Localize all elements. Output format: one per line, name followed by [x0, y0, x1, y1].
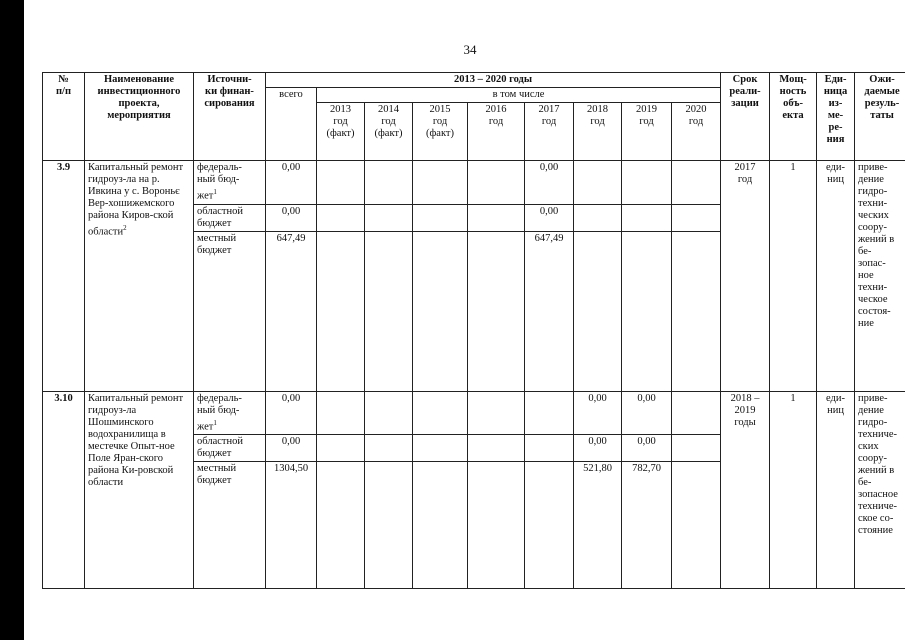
amount-2016 [468, 435, 525, 462]
amount-2015 [413, 391, 468, 435]
amount-2014 [365, 435, 413, 462]
amount-2020 [672, 231, 721, 391]
amount-2020 [672, 391, 721, 435]
amount-2016 [468, 231, 525, 391]
amount-2018: 0,00 [574, 391, 622, 435]
amount-2017: 0,00 [525, 161, 574, 205]
amount-2013 [317, 391, 365, 435]
amount-total: 0,00 [266, 161, 317, 205]
project-capacity: 1 [770, 161, 817, 392]
project-term: 2018 – 2019 годы [721, 391, 770, 589]
amount-2014 [365, 462, 413, 589]
amount-2013 [317, 204, 365, 231]
header-year-2014: 2014 год (факт) [365, 103, 413, 161]
header-including: в том числе [317, 88, 721, 103]
header-total: всего [266, 88, 317, 161]
table-body [43, 73, 905, 589]
header-name: Наименование инвестиционного проекта, мероприятия [85, 73, 194, 161]
amount-2019 [622, 161, 672, 205]
header-year-2018: 2018 год [574, 103, 622, 161]
funding-source: федераль- ный бюд- жет$^1$ [194, 161, 266, 205]
amount-2016 [468, 391, 525, 435]
header-num: № п/п [43, 73, 85, 161]
amount-2018 [574, 231, 622, 391]
header-year-2019: 2019 год [622, 103, 672, 161]
amount-2016 [468, 204, 525, 231]
amount-2019: 0,00 [622, 435, 672, 462]
amount-2013 [317, 231, 365, 391]
amount-2013 [317, 161, 365, 205]
footnote-mark: 1 [213, 418, 217, 427]
amount-2014 [365, 391, 413, 435]
funding-source: областной бюджет [194, 204, 266, 231]
scan-left-border [0, 0, 24, 640]
project-unit: еди- ниц [817, 161, 855, 392]
amount-2020 [672, 435, 721, 462]
amount-total: 0,00 [266, 391, 317, 435]
header-result: Ожи- даемые резуль- таты [855, 73, 905, 161]
amount-2019 [622, 204, 672, 231]
amount-2018: 521,80 [574, 462, 622, 589]
project-name: Капитальный ремонт гидроуз-ла Шошминского водохранилища в местечке Опыт-ное Поле Яран-ского района Ки-ровской области [85, 391, 194, 589]
amount-2019 [622, 231, 672, 391]
amount-2020 [672, 462, 721, 589]
header-source: Источни- ки финан- сирования [194, 73, 266, 161]
amount-2020 [672, 161, 721, 205]
project-result: приве- дение гидро- техни- ческих соору- жений в бе- зопас- ное техни- ческое состоя- ние [855, 161, 905, 392]
page-number: 34 [463, 42, 477, 57]
amount-2016 [468, 161, 525, 205]
amount-2014 [365, 204, 413, 231]
header-year-2016: 2016 год [468, 103, 525, 161]
amount-2015 [413, 204, 468, 231]
amount-2013 [317, 462, 365, 589]
amount-2015 [413, 462, 468, 589]
funding-source: местный бюджет [194, 462, 266, 589]
project-num: 3.10 [43, 391, 85, 589]
funding-source: местный бюджет [194, 231, 266, 391]
amount-2013 [317, 435, 365, 462]
project-name: Капитальный ремонт гидроуз-ла на р. Ивкина у с. Вороньє Вер-хошижемского района Киров-ской области$^2$ [85, 161, 194, 392]
project-term: 2017 год [721, 161, 770, 392]
investment-projects-table [42, 72, 905, 589]
amount-2015 [413, 231, 468, 391]
project-capacity: 1 [770, 391, 817, 589]
amount-2019: 0,00 [622, 391, 672, 435]
amount-2017: 647,49 [525, 231, 574, 391]
header-unit: Еди- ница из- ме- ре- ния [817, 73, 855, 161]
amount-2015 [413, 435, 468, 462]
funding-source: федераль- ный бюд- жет$^1$ [194, 391, 266, 435]
header-year-2015: 2015 год (факт) [413, 103, 468, 161]
amount-2020 [672, 204, 721, 231]
amount-2017: 0,00 [525, 204, 574, 231]
header-capacity: Мощ- ность объ- екта [770, 73, 817, 161]
amount-2018 [574, 161, 622, 205]
funding-source: областной бюджет [194, 435, 266, 462]
amount-2016 [468, 462, 525, 589]
table-row [43, 391, 905, 435]
table-row [43, 73, 905, 88]
header-year-2013: 2013 год (факт) [317, 103, 365, 161]
amount-total: 1304,50 [266, 462, 317, 589]
amount-2014 [365, 161, 413, 205]
amount-2018: 0,00 [574, 435, 622, 462]
amount-2017 [525, 462, 574, 589]
project-result: приве- дение гидро- техниче- ских соору- жений в бе- зопасное техниче- ское со- стояние [855, 391, 905, 589]
project-unit: еди- ниц [817, 391, 855, 589]
amount-2019: 782,70 [622, 462, 672, 589]
amount-2017 [525, 391, 574, 435]
amount-2015 [413, 161, 468, 205]
footnote-mark: 1 [213, 188, 217, 196]
header-term: Срок реали- зации [721, 73, 770, 161]
amount-total: 0,00 [266, 435, 317, 462]
amount-2018 [574, 204, 622, 231]
amount-2014 [365, 231, 413, 391]
header-period: 2013 – 2020 годы [266, 73, 721, 88]
header-year-2020: 2020 год [672, 103, 721, 161]
footnote-mark: 2 [123, 224, 127, 232]
project-num: 3.9 [43, 161, 85, 392]
amount-total: 647,49 [266, 231, 317, 391]
table-row [43, 161, 905, 205]
header-year-2017: 2017 год [525, 103, 574, 161]
amount-2017 [525, 435, 574, 462]
amount-total: 0,00 [266, 204, 317, 231]
